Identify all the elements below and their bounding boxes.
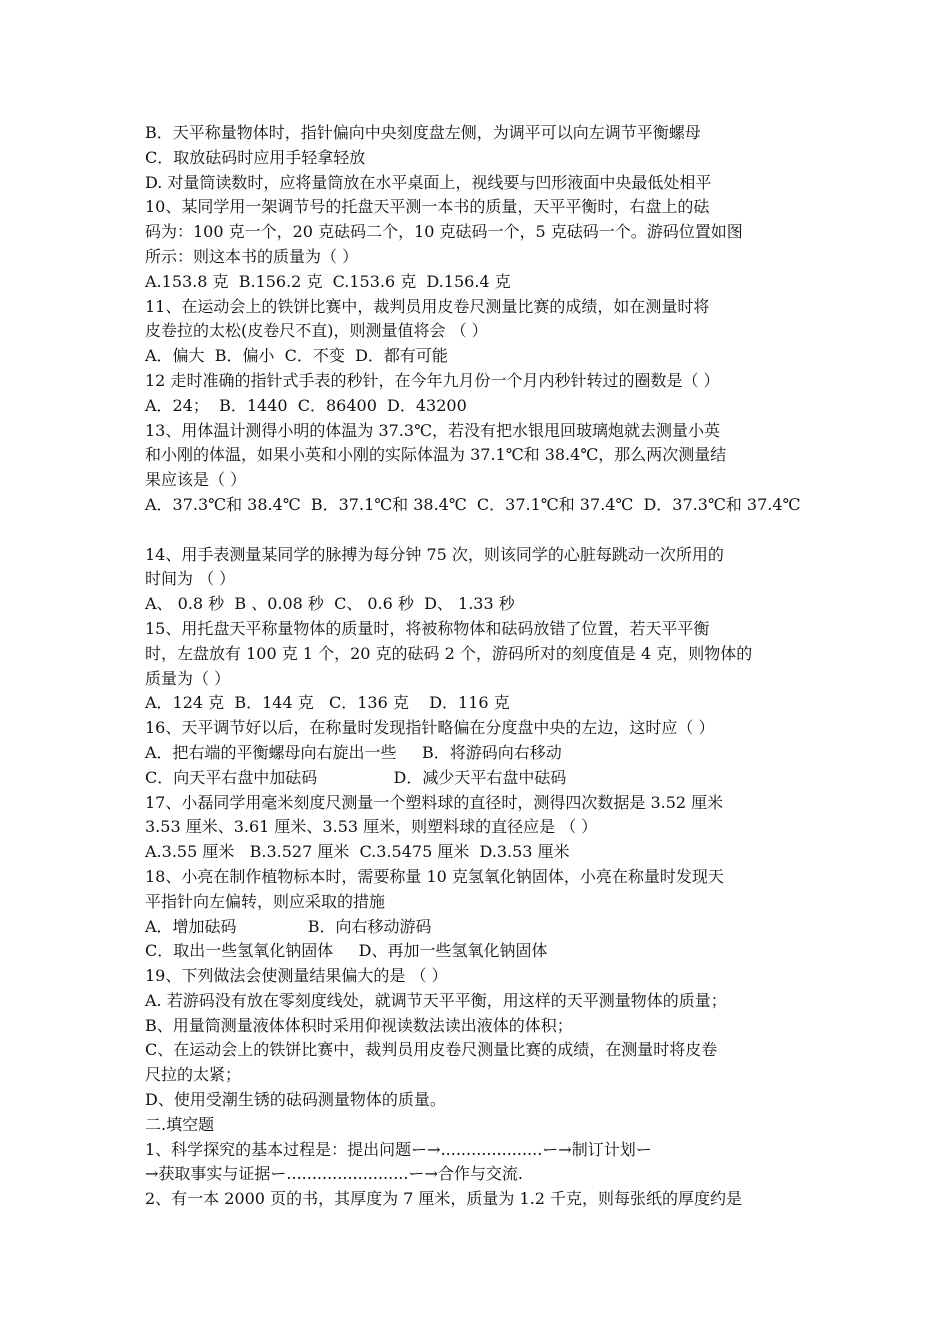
text-line: A.153.8 克 B.156.2 克 C.153.6 克 D.156.4 克 (145, 271, 511, 291)
text-line: 1、科学探究的基本过程是：提出问题ー→....................ー→制订计划ー (145, 1139, 652, 1159)
text-line: A．124 克 B．144 克 C．136 克 D．116 克 (145, 693, 510, 713)
text-line: A．增加砝码 B．向右移动游码 (145, 916, 432, 936)
text-line: A．偏大 B．偏小 C．不变 D．都有可能 (145, 346, 448, 366)
text-line: 3.53 厘米、3.61 厘米、3.53 厘米，则塑料球的直径应是 （ ） (145, 817, 598, 837)
text-line: C．取放砝码时应用手轻拿轻放 (145, 147, 366, 167)
text-line: A．37.3℃和 38.4℃ B．37.1℃和 38.4℃ C．37.1℃和 37.4℃ D．37.3℃和 37.4℃ (145, 494, 801, 514)
document-page (145, 121, 815, 1212)
text-line: C．向天平右盘中加砝码 D．减少天平右盘中砝码 (145, 767, 567, 787)
text-line: B、用量筒测量液体体积时采用仰视读数法读出液体的体积； (145, 1015, 573, 1035)
text-line: 19、下列做法会使测量结果偏大的是 （ ） (145, 966, 448, 986)
text-line: A．24； B．1440 C．86400 D．43200 (145, 395, 467, 415)
text-line: C、在运动会上的铁饼比赛中，裁判员用皮卷尺测量比赛的成绩，在测量时将皮卷 (145, 1040, 718, 1060)
text-line: 18、小亮在制作植物标本时，需要称量 10 克氢氧化钠固体，小亮在称量时发现天 (145, 866, 724, 886)
blank-line (145, 518, 815, 543)
text-line: 11、在运动会上的铁饼比赛中，裁判员用皮卷尺测量比赛的成绩，如在测量时将 (145, 296, 710, 316)
text-line: A．把右端的平衡螺母向右旋出一些 B．将游码向右移动 (145, 742, 562, 762)
text-line: C．取出一些氢氧化钠固体 D、再加一些氢氧化钠固体 (145, 941, 548, 961)
section-heading: 二.填空题 (145, 1114, 215, 1134)
text-line: 16、天平调节好以后，在称量时发现指针略偏在分度盘中央的左边，这时应（ ） (145, 718, 715, 738)
text-line: A.3.55 厘米 B.3.527 厘米 C.3.5475 厘米 D.3.53 厘米 (145, 842, 570, 862)
text-line: 时间为 （ ） (145, 569, 236, 589)
text-line: A. 若游码没有放在零刻度线处，就调节天平平衡，用这样的天平测量物体的质量； (145, 990, 727, 1010)
text-line: 2、有一本 2000 页的书，其厚度为 7 厘米，质量为 1.2 千克，则每张纸的厚度约是 (145, 1189, 743, 1209)
text-line: 平指针向左偏转，则应采取的措施 (145, 891, 386, 911)
text-line: D、使用受潮生锈的砝码测量物体的质量。 (145, 1090, 446, 1110)
text-line: A、 0.8 秒 B 、0.08 秒 C、 0.6 秒 D、 1.33 秒 (145, 594, 515, 614)
text-line: D. 对量筒读数时，应将量筒放在水平桌面上，视线要与凹形液面中央最低处相平 (145, 172, 712, 192)
text-line: 15、用托盘天平称量物体的质量时，将被称物体和砝码放错了位置，若天平平衡 (145, 618, 710, 638)
text-line: 果应该是（ ） (145, 470, 247, 490)
text-line: 和小刚的体温，如果小英和小刚的实际体温为 37.1℃和 38.4℃，那么两次测量结 (145, 445, 727, 465)
text-line: 12 走时准确的指针式手表的秒针，在今年九月份一个月内秒针转过的圈数是（ ） (145, 370, 720, 390)
text-line: 10、某同学用一架调节号的托盘天平测一本书的质量，天平平衡时，右盘上的砝 (145, 197, 710, 217)
text-line: 质量为（ ） (145, 668, 231, 688)
text-line: 码为：100 克一个，20 克砝码二个，10 克砝码一个，5 克砝码一个。游码位置如图 (145, 222, 743, 242)
text-line: 尺拉的太紧； (145, 1065, 242, 1085)
text-line: →获取事实与证据ー........................ー→合作与交流. (145, 1164, 523, 1184)
text-line: 17、小磊同学用毫米刻度尺测量一个塑料球的直径时，测得四次数据是 3.52 厘米 (145, 792, 724, 812)
text-line: 皮卷拉的太松(皮卷尺不直)，则测量值将会 （ ） (145, 321, 488, 341)
text-line: 时，左盘放有 100 克 1 个，20 克的砝码 2 个，游码所对的刻度值是 4 克，则物体的 (145, 643, 753, 663)
text-line: 13、用体温计测得小明的体温为 37.3℃，若没有把水银甩回玻璃炮就去测量小英 (145, 420, 720, 440)
text-line: B．天平称量物体时，指针偏向中央刻度盘左侧，为调平可以向左调节平衡螺母 (145, 123, 701, 142)
text-line: 所示：则这本书的质量为（ ） (145, 246, 359, 266)
text-line: 14、用手表测量某同学的脉搏为每分钟 75 次，则该同学的心脏每跳动一次所用的 (145, 544, 724, 564)
